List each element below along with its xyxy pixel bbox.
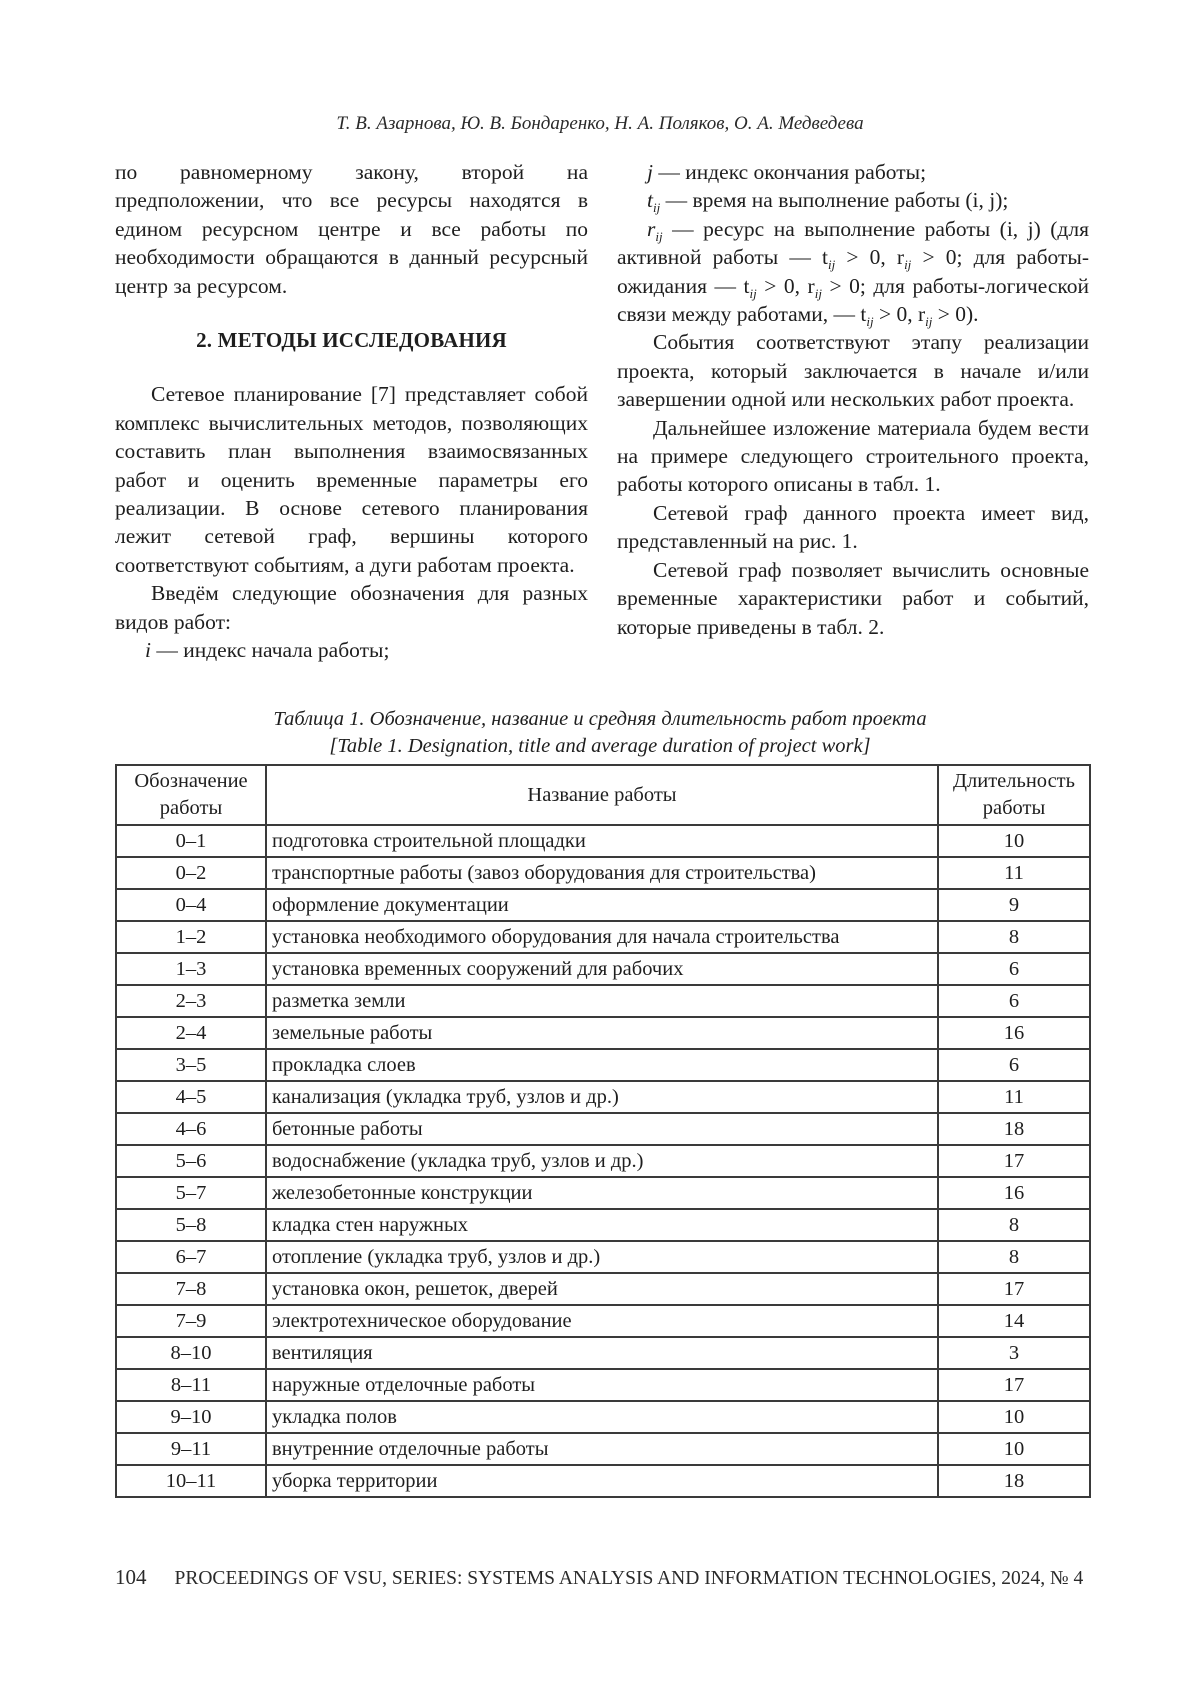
row-duration: 16 (938, 1017, 1090, 1049)
table-row (116, 1433, 1090, 1465)
row-code: 0–4 (116, 889, 266, 921)
definition-r-text: > 0; для работы-ожидания — t (617, 245, 1089, 298)
symbol-i: i (145, 638, 151, 663)
row-duration: 8 (938, 921, 1090, 953)
notation-intro-paragraph: Введём следующие обозначения для разных видов работ: (115, 581, 588, 634)
row-name: кладка стен наружных (266, 1209, 938, 1241)
table-row (116, 825, 1090, 857)
journal-name: PROCEEDINGS OF VSU, SERIES: SYSTEMS ANALYSIS AND INFORMATION TECHNOLOGIES, 2024, № 4 (174, 1568, 1084, 1589)
table-row (116, 1145, 1090, 1177)
table-row (116, 921, 1090, 953)
continuation-paragraph: по равномерному закону, второй на предположении, что все ресурсы находятся в едином ресурсном центре и все работы по необходимости обращаются в данный ресурсный центр за ресурсом. (115, 160, 588, 298)
row-code: 0–2 (116, 857, 266, 889)
row-name: бетонные работы (266, 1113, 938, 1145)
row-duration: 14 (938, 1305, 1090, 1337)
row-duration: 6 (938, 953, 1090, 985)
row-code: 6–7 (116, 1241, 266, 1273)
network-planning-paragraph: Сетевое планирование [7] представляет собой комплекс вычислительных методов, позволяющих составить план выполнения взаимосвязанных работ и оценить временные параметры его реализации. В основе сетевого планирования лежит сетевой граф, вершины которого соответствуют событиям, а дуги работам проекта. (115, 382, 588, 577)
row-code: 5–6 (116, 1145, 266, 1177)
graph-paragraph: Сетевой граф данного проекта имеет вид, представленный на рис. 1. (617, 500, 1089, 554)
symbol-r: r (647, 216, 656, 241)
row-name: отопление (укладка труб, узлов и др.) (266, 1241, 938, 1273)
table-row (116, 1273, 1090, 1305)
definition-r-text: > 0; для работы-логической связи между работами, — t (617, 273, 1089, 327)
row-name: электротехническое оборудование (266, 1305, 938, 1337)
definition-j-text: — индекс окончания работы; (652, 160, 927, 184)
definition-r-text: — ресурс на выполнение работы (i, j) (для активной работы — t (617, 216, 1089, 270)
table-row (116, 1369, 1090, 1401)
row-duration: 17 (938, 1369, 1090, 1401)
row-duration: 8 (938, 1241, 1090, 1273)
table-row (116, 1209, 1090, 1241)
row-code: 3–5 (116, 1049, 266, 1081)
row-duration: 18 (938, 1113, 1090, 1145)
table-row (116, 1241, 1090, 1273)
row-name: земельные работы (266, 1017, 938, 1049)
row-duration: 8 (938, 1209, 1090, 1241)
sub: ij (814, 285, 822, 301)
definition-i-text: — индекс начала работы; (150, 638, 390, 663)
row-duration: 17 (938, 1273, 1090, 1305)
events-paragraph: События соответствуют этапу реализации проекта, который заключается в начале и/или завершении одной или нескольких работ проекта. (617, 330, 1089, 412)
row-duration: 6 (938, 985, 1090, 1017)
definition-i (115, 636, 588, 664)
sub: ij (925, 314, 933, 330)
table-row (116, 985, 1090, 1017)
row-code: 2–4 (116, 1017, 266, 1049)
works-table (115, 764, 1091, 1498)
table-row (116, 889, 1090, 921)
row-code: 5–8 (116, 1209, 266, 1241)
symbol-t-sub: ij (652, 200, 661, 216)
row-duration: 10 (938, 1401, 1090, 1433)
row-name: канализация (укладка труб, узлов и др.) (266, 1081, 938, 1113)
definition-r-text: > 0, r (756, 273, 815, 298)
row-name: вентиляция (266, 1337, 938, 1369)
definition-r-text: > 0, r (873, 302, 926, 327)
left-column (115, 158, 588, 665)
row-duration: 6 (938, 1049, 1090, 1081)
row-code: 8–11 (116, 1369, 266, 1401)
definition-t (617, 186, 1089, 214)
row-name: установка временных сооружений для рабочих (266, 953, 938, 985)
row-code: 2–3 (116, 985, 266, 1017)
symbol-j: j (647, 160, 653, 184)
section-heading: 2. МЕТОДЫ ИССЛЕДОВАНИЯ (196, 328, 507, 353)
table-row (116, 1113, 1090, 1145)
table-body (116, 825, 1090, 1497)
table-row (116, 1401, 1090, 1433)
row-code: 1–3 (116, 953, 266, 985)
row-code: 7–8 (116, 1273, 266, 1305)
row-code: 7–9 (116, 1305, 266, 1337)
row-code: 4–5 (116, 1081, 266, 1113)
row-duration: 10 (938, 1433, 1090, 1465)
table-header-row (116, 765, 1090, 825)
row-duration: 11 (938, 857, 1090, 889)
definition-r (617, 215, 1089, 329)
definition-r-text: > 0, r (835, 245, 905, 270)
table-row (116, 1305, 1090, 1337)
row-code: 9–10 (116, 1401, 266, 1433)
table-row (116, 1337, 1090, 1369)
symbol-t: t (647, 188, 653, 213)
row-duration: 17 (938, 1145, 1090, 1177)
row-duration: 10 (938, 825, 1090, 857)
header-code: Обозначение работы (116, 765, 266, 825)
row-name: внутренние отделочные работы (266, 1433, 938, 1465)
row-duration: 3 (938, 1337, 1090, 1369)
row-name: разметка земли (266, 985, 938, 1017)
table-row (116, 953, 1090, 985)
sub: ij (827, 257, 836, 273)
sub: ij (749, 285, 757, 301)
row-code: 1–2 (116, 921, 266, 953)
header-name: Название работы (266, 765, 938, 825)
row-code: 5–7 (116, 1177, 266, 1209)
running-head-authors: Т. В. Азарнова, Ю. В. Бондаренко, Н. А. Поляков, О. А. Медведева (336, 113, 864, 134)
table-row (116, 857, 1090, 889)
symbol-r-sub: ij (655, 228, 663, 244)
row-name: прокладка слоев (266, 1049, 938, 1081)
row-name: водоснабжение (укладка труб, узлов и др.) (266, 1145, 938, 1177)
table-row (116, 1081, 1090, 1113)
row-name: подготовка строительной площадки (266, 825, 938, 857)
row-name: уборка территории (266, 1465, 938, 1497)
table-caption-en: [Table 1. Designation, title and average duration of project work] (329, 735, 871, 757)
header-duration: Длительность работы (938, 765, 1090, 825)
table-caption-ru: Таблица 1. Обозначение, название и средняя длительность работ проекта (273, 708, 927, 730)
definition-r-text: > 0). (932, 302, 979, 327)
definition-t-text: — время на выполнение работы (i, j); (660, 188, 1009, 213)
characteristics-paragraph: Сетевой граф позволяет вычислить основные временные характеристики работ и событий, которые приведены в табл. 2. (617, 557, 1089, 639)
row-name: оформление документации (266, 889, 938, 921)
row-name: наружные отделочные работы (266, 1369, 938, 1401)
row-code: 9–11 (116, 1433, 266, 1465)
table-row (116, 1465, 1090, 1497)
row-name: установка необходимого оборудования для начала строительства (266, 921, 938, 953)
page-number: 104 (115, 1565, 147, 1589)
row-name: транспортные работы (завоз оборудования для строительства) (266, 857, 938, 889)
page-footer (115, 1565, 1091, 1590)
definition-j (617, 158, 1089, 186)
row-duration: 18 (938, 1465, 1090, 1497)
sub: ij (904, 257, 912, 273)
table-row (116, 1049, 1090, 1081)
row-name: установка окон, решеток, дверей (266, 1273, 938, 1305)
row-duration: 16 (938, 1177, 1090, 1209)
table-row (116, 1177, 1090, 1209)
example-paragraph: Дальнейшее изложение материала будем вести на примере следующего строительного проекта, работы которого описаны в табл. 1. (617, 415, 1089, 497)
row-code: 10–11 (116, 1465, 266, 1497)
row-code: 0–1 (116, 825, 266, 857)
row-name: укладка полов (266, 1401, 938, 1433)
right-column (617, 158, 1089, 641)
sub: ij (866, 314, 874, 330)
row-name: железобетонные конструкции (266, 1177, 938, 1209)
table-caption (0, 706, 1200, 760)
row-code: 8–10 (116, 1337, 266, 1369)
row-duration: 9 (938, 889, 1090, 921)
row-duration: 11 (938, 1081, 1090, 1113)
row-code: 4–6 (116, 1113, 266, 1145)
table-row (116, 1017, 1090, 1049)
